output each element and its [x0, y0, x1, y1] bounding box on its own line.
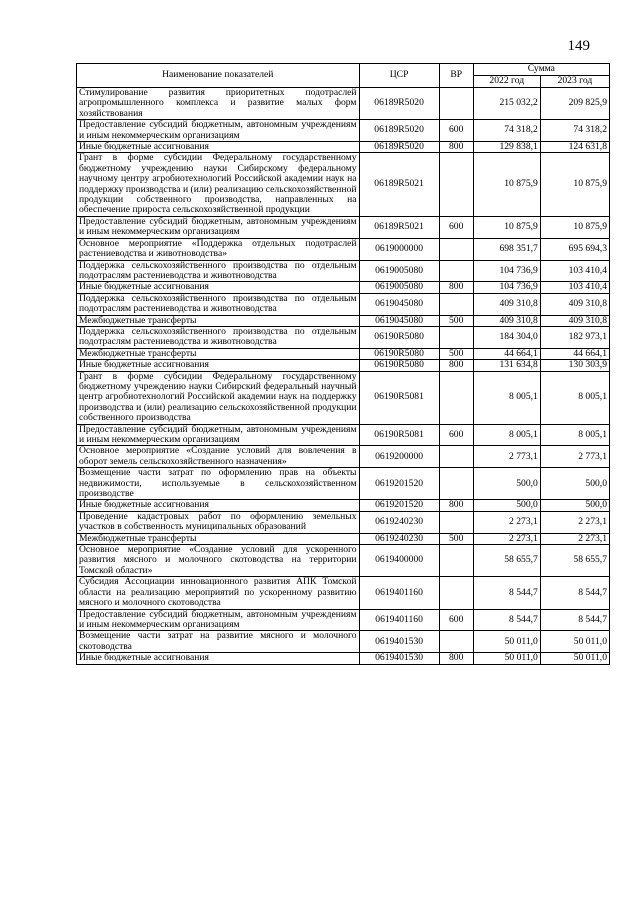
row-name-cell: Поддержка сельскохозяйственного производства по отдельным подотраслям растениеводства и животноводства [77, 260, 360, 282]
row-2023-cell: 209 825,9 [540, 88, 609, 120]
row-2023-cell: 50 011,0 [540, 631, 609, 653]
row-vr-cell: 500 [439, 533, 473, 544]
table-row [77, 424, 610, 446]
row-2022-cell: 2 273,1 [473, 533, 540, 544]
row-csr-cell: 06190R5080 [359, 360, 439, 371]
row-2023-cell: 8 544,7 [540, 577, 609, 609]
row-2022-cell: 8 544,7 [473, 609, 540, 631]
row-csr-cell: 0619401160 [359, 577, 439, 609]
row-2022-cell: 2 273,1 [473, 511, 540, 533]
row-vr-cell [439, 446, 473, 468]
row-2022-cell: 104 736,9 [473, 260, 540, 282]
row-vr-cell: 500 [439, 348, 473, 359]
table-row [77, 500, 610, 511]
row-vr-cell: 800 [439, 282, 473, 293]
row-2023-cell: 409 310,8 [540, 293, 609, 315]
row-name-cell: Иные бюджетные ассигнования [77, 653, 360, 664]
row-vr-cell: 600 [439, 609, 473, 631]
table-row [77, 260, 610, 282]
row-vr-cell: 600 [439, 120, 473, 142]
row-name-cell: Предоставление субсидий бюджетным, автономным учреждениям и иным некоммерческим организациям [77, 120, 360, 142]
row-vr-cell: 800 [439, 360, 473, 371]
row-vr-cell [439, 88, 473, 120]
header-vr: ВР [439, 64, 473, 88]
row-csr-cell: 06190R5080 [359, 348, 439, 359]
row-2022-cell: 409 310,8 [473, 293, 540, 315]
row-csr-cell: 0619045080 [359, 315, 439, 326]
row-csr-cell: 0619201520 [359, 468, 439, 500]
row-2022-cell: 8 544,7 [473, 577, 540, 609]
row-name-cell: Грант в форме субсидии Федеральному государственному бюджетному учреждению науки Сибирский федеральный научный центр агробиотехнологий Российской академии наук на поддержку производства и (или) реализацию сельскохозяйственной продукции собственного производства [77, 371, 360, 424]
header-csr: ЦСР [359, 64, 439, 88]
row-2022-cell: 50 011,0 [473, 653, 540, 664]
row-name-cell: Основное мероприятие «Поддержка отдельных подотраслей растениеводства и животноводства» [77, 238, 360, 260]
row-2022-cell: 129 838,1 [473, 142, 540, 153]
row-csr-cell: 06189R5021 [359, 216, 439, 238]
row-csr-cell: 0619401530 [359, 653, 439, 664]
row-2022-cell: 500,0 [473, 500, 540, 511]
row-name-cell: Поддержка сельскохозяйственного производства по отдельным подотраслям растениеводства и животноводства [77, 326, 360, 348]
row-name-cell: Предоставление субсидий бюджетным, автономным учреждениям и иным некоммерческим организациям [77, 609, 360, 631]
row-csr-cell: 0619000000 [359, 238, 439, 260]
row-2022-cell: 10 875,9 [473, 216, 540, 238]
row-2022-cell: 698 351,7 [473, 238, 540, 260]
row-vr-cell: 600 [439, 216, 473, 238]
row-vr-cell: 600 [439, 424, 473, 446]
row-2022-cell: 50 011,0 [473, 631, 540, 653]
table-row [77, 511, 610, 533]
row-2023-cell: 130 303,9 [540, 360, 609, 371]
row-2022-cell: 58 655,7 [473, 545, 540, 577]
row-csr-cell: 0619005080 [359, 260, 439, 282]
row-2023-cell: 44 664,1 [540, 348, 609, 359]
table-body [77, 88, 610, 665]
budget-table [76, 63, 610, 665]
table-row [77, 142, 610, 153]
row-2022-cell: 10 875,9 [473, 153, 540, 216]
row-2023-cell: 74 318,2 [540, 120, 609, 142]
row-2022-cell: 215 032,2 [473, 88, 540, 120]
row-2023-cell: 2 773,1 [540, 446, 609, 468]
row-2023-cell: 8 005,1 [540, 424, 609, 446]
row-name-cell: Грант в форме субсидии Федеральному государственному бюджетному учреждению науки Сибирскому федеральному научному центру агробиотехнологий Российской академии наук на поддержку производства и (или) реализацию сельскохозяйственной продукции собственного производства, направленных на обеспечение прироста сельскохозяйственной продукции [77, 153, 360, 216]
row-vr-cell: 800 [439, 142, 473, 153]
table-row [77, 468, 610, 500]
row-csr-cell: 0619045080 [359, 293, 439, 315]
row-vr-cell [439, 238, 473, 260]
row-vr-cell: 800 [439, 653, 473, 664]
row-name-cell: Основное мероприятие «Создание условий для вовлечения в оборот земель сельскохозяйственного назначения» [77, 446, 360, 468]
row-2023-cell: 695 694,3 [540, 238, 609, 260]
row-name-cell: Поддержка сельскохозяйственного производства по отдельным подотраслям растениеводства и животноводства [77, 293, 360, 315]
header-name: Наименование показателей [77, 64, 360, 88]
row-vr-cell [439, 326, 473, 348]
row-2023-cell: 58 655,7 [540, 545, 609, 577]
row-csr-cell: 06189R5020 [359, 142, 439, 153]
table-row [77, 631, 610, 653]
row-csr-cell: 0619401160 [359, 609, 439, 631]
table-row [77, 545, 610, 577]
table-row [77, 282, 610, 293]
header-sum: Сумма [473, 64, 609, 76]
row-2022-cell: 8 005,1 [473, 424, 540, 446]
row-2023-cell: 8 005,1 [540, 371, 609, 424]
row-2022-cell: 184 304,0 [473, 326, 540, 348]
row-name-cell: Стимулирование развития приоритетных подотраслей агропромышленного комплекса и развитие малых форм хозяйствования [77, 88, 360, 120]
row-csr-cell: 0619201520 [359, 500, 439, 511]
row-name-cell: Межбюджетные трансферты [77, 348, 360, 359]
row-name-cell: Иные бюджетные ассигнования [77, 282, 360, 293]
row-csr-cell: 06189R5020 [359, 88, 439, 120]
row-name-cell: Основное мероприятие «Создание условий для ускоренного развития мясного и молочного скотоводства на территории Томской области» [77, 545, 360, 577]
row-vr-cell [439, 511, 473, 533]
row-2023-cell: 2 273,1 [540, 533, 609, 544]
row-vr-cell [439, 293, 473, 315]
row-2023-cell: 409 310,8 [540, 315, 609, 326]
row-vr-cell [439, 371, 473, 424]
row-vr-cell: 500 [439, 315, 473, 326]
page-number: 149 [567, 38, 590, 54]
row-vr-cell [439, 577, 473, 609]
row-csr-cell: 0619401530 [359, 631, 439, 653]
row-csr-cell: 06189R5020 [359, 120, 439, 142]
row-csr-cell: 0619005080 [359, 282, 439, 293]
row-name-cell: Иные бюджетные ассигнования [77, 360, 360, 371]
row-vr-cell [439, 260, 473, 282]
header-year-2023: 2023 год [540, 76, 609, 88]
row-name-cell: Возмещение части затрат на развитие мясного и молочного скотоводства [77, 631, 360, 653]
row-2023-cell: 2 273,1 [540, 511, 609, 533]
row-csr-cell: 06189R5021 [359, 153, 439, 216]
row-csr-cell: 0619240230 [359, 533, 439, 544]
row-2023-cell: 124 631,8 [540, 142, 609, 153]
row-2023-cell: 182 973,1 [540, 326, 609, 348]
row-name-cell: Иные бюджетные ассигнования [77, 500, 360, 511]
row-2023-cell: 8 544,7 [540, 609, 609, 631]
row-2022-cell: 104 736,9 [473, 282, 540, 293]
row-vr-cell [439, 153, 473, 216]
table-row [77, 120, 610, 142]
row-vr-cell: 800 [439, 500, 473, 511]
row-csr-cell: 0619240230 [359, 511, 439, 533]
row-2022-cell: 500,0 [473, 468, 540, 500]
table-row [77, 216, 610, 238]
row-2022-cell: 2 773,1 [473, 446, 540, 468]
row-vr-cell [439, 545, 473, 577]
row-vr-cell [439, 468, 473, 500]
row-2022-cell: 131 634,8 [473, 360, 540, 371]
row-2022-cell: 74 318,2 [473, 120, 540, 142]
table-row [77, 577, 610, 609]
row-name-cell: Предоставление субсидий бюджетным, автономным учреждениям и иным некоммерческим организациям [77, 216, 360, 238]
table-row [77, 446, 610, 468]
row-2023-cell: 10 875,9 [540, 216, 609, 238]
row-csr-cell: 06190R5081 [359, 424, 439, 446]
table-row [77, 371, 610, 424]
row-2022-cell: 44 664,1 [473, 348, 540, 359]
row-2023-cell: 500,0 [540, 468, 609, 500]
row-2023-cell: 10 875,9 [540, 153, 609, 216]
table-row [77, 653, 610, 664]
row-2023-cell: 103 410,4 [540, 260, 609, 282]
table-row [77, 88, 610, 120]
row-name-cell: Иные бюджетные ассигнования [77, 142, 360, 153]
row-2022-cell: 409 310,8 [473, 315, 540, 326]
row-name-cell: Предоставление субсидий бюджетным, автономным учреждениям и иным некоммерческим организациям [77, 424, 360, 446]
table-row [77, 348, 610, 359]
row-name-cell: Проведение кадастровых работ по оформлению земельных участков в собственность муниципальных образований [77, 511, 360, 533]
row-vr-cell [439, 631, 473, 653]
table-row [77, 315, 610, 326]
table-row [77, 293, 610, 315]
table-row [77, 360, 610, 371]
row-2023-cell: 500,0 [540, 500, 609, 511]
row-name-cell: Межбюджетные трансферты [77, 533, 360, 544]
table-row [77, 153, 610, 216]
row-csr-cell: 0619400000 [359, 545, 439, 577]
row-2023-cell: 103 410,4 [540, 282, 609, 293]
table-row [77, 326, 610, 348]
table-header [77, 64, 610, 88]
row-name-cell: Межбюджетные трансферты [77, 315, 360, 326]
row-name-cell: Возмещение части затрат по оформлению прав на объекты недвижимости, используемые в сельскохозяйственном производстве [77, 468, 360, 500]
table-row [77, 609, 610, 631]
row-csr-cell: 0619200000 [359, 446, 439, 468]
table-row [77, 238, 610, 260]
table-row [77, 533, 610, 544]
row-csr-cell: 06190R5080 [359, 326, 439, 348]
row-2023-cell: 50 011,0 [540, 653, 609, 664]
header-year-2022: 2022 год [473, 76, 540, 88]
row-name-cell: Субсидия Ассоциации инновационного развития АПК Томской области на реализацию мероприятий по ускоренному развитию мясного и молочного скотоводства [77, 577, 360, 609]
row-csr-cell: 06190R5081 [359, 371, 439, 424]
row-2022-cell: 8 005,1 [473, 371, 540, 424]
